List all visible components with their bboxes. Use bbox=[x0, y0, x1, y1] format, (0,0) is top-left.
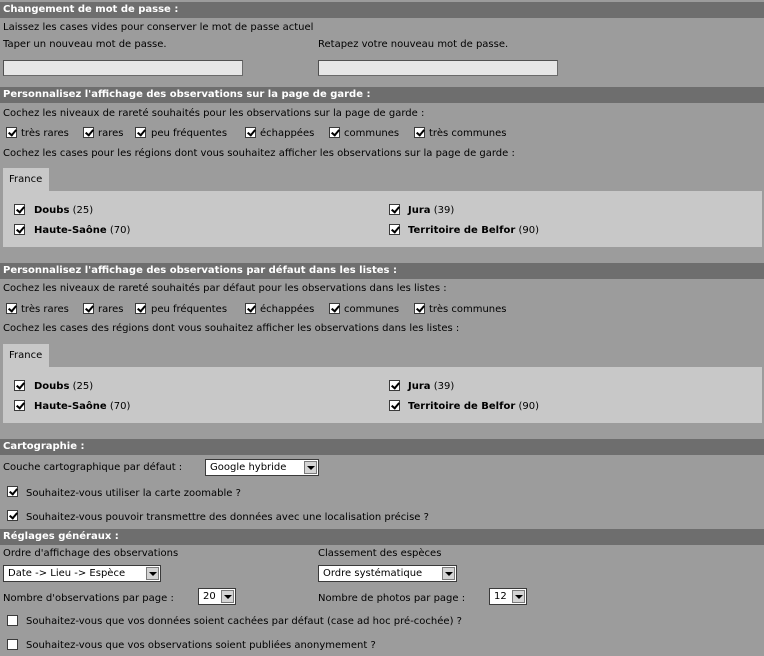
lists-rarity-checkbox-1[interactable] bbox=[83, 303, 94, 314]
lists-rarity-checkbox-2[interactable] bbox=[135, 303, 146, 314]
home-rarity-checkbox-3[interactable] bbox=[245, 127, 256, 138]
lists-display-section-header: Personnalisez l'affichage des observations par défaut dans les listes : bbox=[0, 263, 764, 279]
home-region-label-haute-saone: Haute-Saône (70) bbox=[34, 225, 131, 236]
confirm-password-label: Retapez votre nouveau mot de passe. bbox=[318, 39, 509, 50]
lists-region-checkbox-jura[interactable] bbox=[389, 380, 400, 391]
home-rarity-checkbox-1[interactable] bbox=[83, 127, 94, 138]
home-region-checkbox-doubs[interactable] bbox=[14, 204, 25, 215]
lists-tab-france[interactable]: France bbox=[3, 344, 49, 368]
lists-region-panel bbox=[3, 367, 762, 423]
home-tab-france[interactable]: France bbox=[3, 168, 49, 192]
lists-rarity-label-4: communes bbox=[344, 304, 400, 315]
home-rarity-label-3: échappées bbox=[260, 128, 315, 139]
display-order-label: Ordre d'affichage des observations bbox=[3, 548, 179, 559]
lists-rarity-checkbox-3[interactable] bbox=[245, 303, 256, 314]
display-order-select[interactable] bbox=[3, 565, 161, 582]
species-classification-select[interactable] bbox=[318, 565, 457, 582]
species-classification-label: Classement des espèces bbox=[318, 548, 442, 559]
home-region-label-belfort: Territoire de Belfor (90) bbox=[408, 225, 539, 236]
home-display-section-header: Personnalisez l'affichage des observations sur la page de garde : bbox=[0, 87, 764, 103]
zoomable-map-label: Souhaitez-vous utiliser la carte zoomable ? bbox=[26, 488, 241, 499]
lists-region-label-belfort: Territoire de Belfor (90) bbox=[408, 401, 539, 412]
observations-per-page-select[interactable] bbox=[198, 588, 236, 605]
password-hint: Laissez les cases vides pour conserver le mot de passe actuel bbox=[3, 22, 314, 33]
general-section-header: Réglages généraux : bbox=[0, 529, 764, 545]
home-region-label-jura: Jura (39) bbox=[408, 205, 455, 216]
home-rarity-checkbox-2[interactable] bbox=[135, 127, 146, 138]
chevron-down-icon bbox=[442, 567, 455, 580]
lists-region-checkbox-doubs[interactable] bbox=[14, 380, 25, 391]
lists-rarity-prompt: Cochez les niveaux de rareté souhaités par défaut pour les observations dans les listes : bbox=[3, 283, 447, 294]
zoomable-map-checkbox[interactable] bbox=[7, 486, 18, 497]
home-rarity-label-2: peu fréquentes bbox=[151, 128, 228, 139]
confirm-password-input[interactable] bbox=[318, 60, 558, 76]
chevron-down-icon bbox=[512, 590, 525, 603]
map-layer-value: Google hybride bbox=[210, 462, 287, 473]
photos-per-page-value: 12 bbox=[494, 591, 507, 602]
lists-rarity-label-0: très rares bbox=[21, 304, 69, 315]
home-region-prompt: Cochez les cases pour les régions dont vous souhaitez afficher les observations sur la page de garde : bbox=[3, 148, 515, 159]
home-region-checkbox-haute-saone[interactable] bbox=[14, 224, 25, 235]
home-region-checkbox-belfort[interactable] bbox=[389, 224, 400, 235]
home-rarity-label-4: communes bbox=[344, 128, 400, 139]
photos-per-page-select[interactable] bbox=[489, 588, 527, 605]
lists-rarity-checkbox-4[interactable] bbox=[329, 303, 340, 314]
hidden-data-checkbox[interactable] bbox=[7, 615, 18, 626]
chevron-down-icon bbox=[221, 590, 234, 603]
home-rarity-label-0: très rares bbox=[21, 128, 69, 139]
lists-rarity-checkbox-5[interactable] bbox=[414, 303, 425, 314]
home-region-panel bbox=[3, 191, 762, 247]
lists-region-label-doubs: Doubs (25) bbox=[34, 381, 94, 392]
password-section-header: Changement de mot de passe : bbox=[0, 2, 764, 18]
home-region-checkbox-jura[interactable] bbox=[389, 204, 400, 215]
home-rarity-checkbox-4[interactable] bbox=[329, 127, 340, 138]
lists-region-prompt: Cochez les cases des régions dont vous souhaitez afficher les observations dans les listes : bbox=[3, 323, 460, 334]
display-order-value: Date -> Lieu -> Espèce bbox=[8, 568, 126, 579]
new-password-input[interactable] bbox=[3, 60, 243, 76]
observations-per-page-label: Nombre d'observations par page : bbox=[3, 593, 174, 604]
hidden-data-label: Souhaitez-vous que vos données soient cachées par défaut (case ad hoc pré-cochée) ? bbox=[26, 616, 462, 627]
lists-region-checkbox-haute-saone[interactable] bbox=[14, 400, 25, 411]
observations-per-page-value: 20 bbox=[203, 591, 216, 602]
species-classification-value: Ordre systématique bbox=[323, 568, 423, 579]
lists-rarity-checkbox-0[interactable] bbox=[6, 303, 17, 314]
lists-region-label-jura: Jura (39) bbox=[408, 381, 455, 392]
lists-region-checkbox-belfort[interactable] bbox=[389, 400, 400, 411]
lists-rarity-label-1: rares bbox=[98, 304, 124, 315]
lists-rarity-label-2: peu fréquentes bbox=[151, 304, 228, 315]
map-layer-select[interactable] bbox=[205, 459, 319, 476]
lists-region-label-haute-saone: Haute-Saône (70) bbox=[34, 401, 131, 412]
anonymous-label: Souhaitez-vous que vos observations soient publiées anonymement ? bbox=[26, 640, 376, 651]
new-password-label: Taper un nouveau mot de passe. bbox=[3, 39, 167, 50]
precise-location-label: Souhaitez-vous pouvoir transmettre des données avec une localisation précise ? bbox=[26, 512, 429, 523]
home-rarity-label-5: très communes bbox=[429, 128, 507, 139]
chevron-down-icon bbox=[146, 567, 159, 580]
home-rarity-prompt: Cochez les niveaux de rareté souhaités pour les observations sur la page de garde : bbox=[3, 108, 425, 119]
carto-section-header: Cartographie : bbox=[0, 439, 764, 455]
chevron-down-icon bbox=[304, 461, 317, 474]
home-region-label-doubs: Doubs (25) bbox=[34, 205, 94, 216]
lists-rarity-label-5: très communes bbox=[429, 304, 507, 315]
map-layer-label: Couche cartographique par défaut : bbox=[3, 462, 183, 473]
photos-per-page-label: Nombre de photos par page : bbox=[318, 593, 466, 604]
precise-location-checkbox[interactable] bbox=[7, 510, 18, 521]
lists-rarity-label-3: échappées bbox=[260, 304, 315, 315]
anonymous-checkbox[interactable] bbox=[7, 639, 18, 650]
home-rarity-checkbox-5[interactable] bbox=[414, 127, 425, 138]
home-rarity-checkbox-0[interactable] bbox=[6, 127, 17, 138]
home-rarity-label-1: rares bbox=[98, 128, 124, 139]
